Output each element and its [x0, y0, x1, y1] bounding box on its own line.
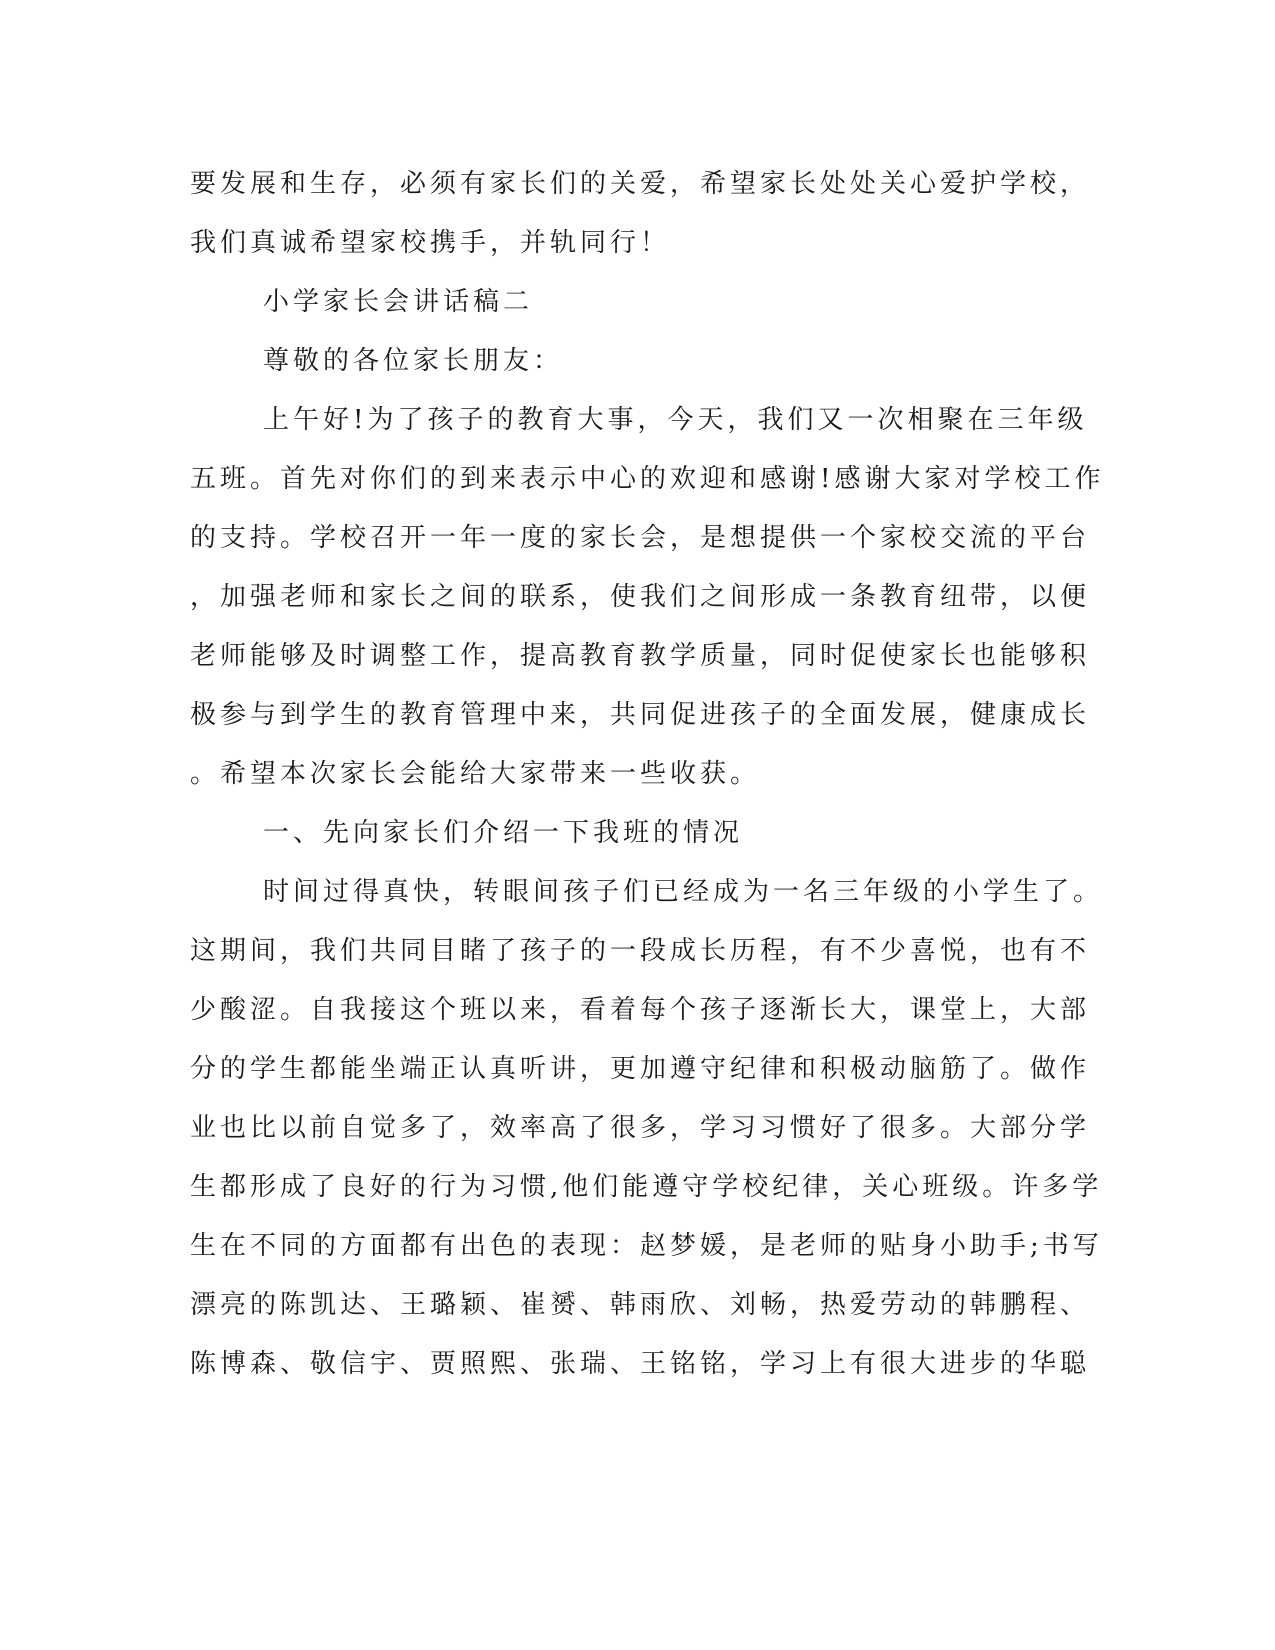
paragraph-line: 生在不同的方面都有出色的表现：赵梦媛，是老师的贴身小助手;书写 [190, 1231, 1103, 1261]
paragraph-line: ，加强老师和家长之间的联系，使我们之间形成一条教育纽带，以便 [190, 582, 1091, 612]
paragraph-line: 我们真诚希望家校携手，并轨同行！ [190, 228, 671, 258]
paragraph-line: 陈博森、敬信宇、贾照熙、张瑞、王铭铭，学习上有很大进步的华聪 [190, 1349, 1091, 1379]
paragraph-line: 上午好!为了孩子的教育大事，今天，我们又一次相聚在三年级 [263, 405, 1088, 435]
paragraph-line: 极参与到学生的教育管理中来，共同促进孩子的全面发展，健康成长 [190, 700, 1091, 730]
paragraph-line: 生都形成了良好的行为习惯,他们能遵守学校纪律，关心班级。许多学 [190, 1172, 1103, 1202]
paragraph-line: 的支持。学校召开一年一度的家长会，是想提供一个家校交流的平台 [190, 523, 1091, 553]
paragraph-line: 业也比以前自觉多了，效率高了很多，学习习惯好了很多。大部分学 [190, 1113, 1091, 1143]
paragraph-line: 时间过得真快，转眼间孩子们已经成为一名三年级的小学生了。 [263, 877, 1104, 907]
paragraph-line: 。希望本次家长会能给大家带来一些收获。 [190, 759, 761, 789]
section-heading: 一、先向家长们介绍一下我班的情况 [263, 818, 744, 848]
paragraph-line: 老师能够及时调整工作，提高教育教学质量，同时促使家长也能够积 [190, 641, 1091, 671]
salutation: 尊敬的各位家长朋友： [263, 346, 564, 376]
paragraph-line: 五班。首先对你们的到来表示中心的欢迎和感谢!感谢大家对学校工作 [190, 464, 1105, 494]
paragraph-line: 少酸涩。自我接这个班以来，看着每个孩子逐渐长大，课堂上，大部 [190, 995, 1091, 1025]
paragraph-line: 分的学生都能坐端正认真听讲，更加遵守纪律和积极动脑筋了。做作 [190, 1054, 1091, 1084]
paragraph-line: 要发展和生存，必须有家长们的关爱，希望家长处处关心爱护学校， [190, 169, 1091, 199]
paragraph-line: 漂亮的陈凯达、王璐颖、崔赟、韩雨欣、刘畅，热爱劳动的韩鹏程、 [190, 1290, 1091, 1320]
paragraph-line: 这期间，我们共同目睹了孩子的一段成长历程，有不少喜悦，也有不 [190, 936, 1091, 966]
section-title: 小学家长会讲话稿二 [263, 287, 534, 317]
